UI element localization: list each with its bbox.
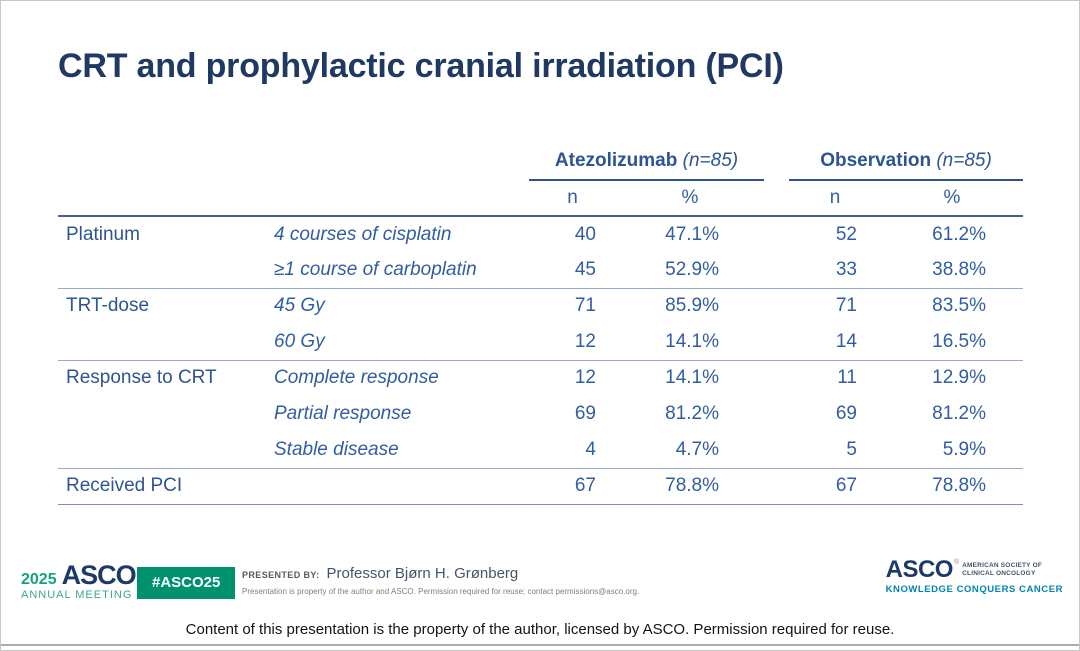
presenter-name: Professor Bjørn H. Grønberg [326,565,519,582]
observation-n-cell: 71 [789,288,881,324]
atezolizumab-n-cell: 67 [529,468,616,504]
table-row [58,432,1023,468]
category-cell [58,324,274,360]
spacer-cell [274,142,529,180]
table-row [58,252,1023,288]
table-row [58,396,1023,432]
annual-meeting-label: ANNUAL MEETING [21,589,133,601]
observation-pct-cell: 78.8% [881,468,1023,504]
gap-cell [764,216,789,252]
hashtag-badge: #ASCO25 [137,567,235,599]
table-row [58,468,1023,504]
gap-cell [764,432,789,468]
subheader-n: n [529,180,616,216]
gap-cell [764,252,789,288]
item-cell: 45 Gy [274,288,529,324]
atezolizumab-pct-cell: 4.7% [675,438,719,460]
item-cell [274,468,529,504]
slide-title: CRT and prophylactic cranial irradiation (PCI) [58,47,784,85]
observation-pct-cell: 16.5% [932,330,987,352]
atezolizumab-pct-cell: 85.9% [616,288,764,324]
atezolizumab-pct-cell: 78.8% [616,468,764,504]
gap-cell [764,468,789,504]
crt-pci-table [58,142,1023,505]
table-row [58,360,1023,396]
item-cell: 60 Gy [274,330,325,352]
frame-bottom-divider [1,644,1079,646]
subheader-row [58,180,1023,216]
category-cell [58,396,274,432]
asco-wordmark: ASCO [885,556,953,583]
gap-cell [764,360,789,396]
table-row [58,216,1023,252]
atezolizumab-group-header [529,142,764,180]
atezolizumab-pct-cell: 14.1% [665,330,719,352]
observation-pct-cell: 5.9% [942,438,987,460]
atezolizumab-n-cell: 45 [574,258,596,280]
gap-cell [764,180,789,216]
asco-wordmark: ASCO [61,560,136,590]
table-row [58,324,1023,360]
spacer-cell [58,142,274,180]
atezolizumab-n-cell: 69 [574,403,596,424]
item-cell: Partial response [274,403,412,424]
asco-annual-meeting-logo [21,562,142,601]
item-cell: Complete response [274,360,529,396]
item-cell: ≥1 course of carboplatin [274,258,477,280]
registered-mark-icon: ® [953,559,960,566]
category-cell: Response to CRT [58,360,274,396]
table-row [58,288,1023,324]
subheader-pct: % [881,180,1023,216]
observation-n-cell: 69 [835,403,857,424]
item-cell: 4 courses of cisplatin [274,216,529,252]
category-cell: Platinum [58,216,274,252]
atezolizumab-n-cell: 12 [529,360,616,396]
spacer-cell [58,180,274,216]
observation-n-cell: 5 [846,438,857,460]
society-line2: CLINICAL ONCOLOGY [962,570,1036,578]
observation-n-cell: 14 [835,330,857,352]
group-header-row [58,142,1023,180]
atezolizumab-pct-cell: 47.1% [616,216,764,252]
gap-cell [764,324,789,360]
observation-n-cell: 11 [789,360,881,396]
group-n: (n=85) [936,149,992,171]
meeting-year: 2025 [21,571,57,588]
presented-by-label: PRESENTED BY: [242,570,320,580]
atezolizumab-n-cell: 40 [529,216,616,252]
observation-n-cell: 67 [789,468,881,504]
observation-n-cell: 33 [835,258,857,280]
atezolizumab-pct-cell: 52.9% [665,258,719,280]
atezolizumab-pct-cell: 14.1% [616,360,764,396]
observation-pct-cell: 12.9% [881,360,1023,396]
subheader-n: n [789,180,881,216]
asco-tagline: KNOWLEDGE CONQUERS CANCER [885,583,1063,595]
atezolizumab-pct-cell: 81.2% [665,403,719,424]
atezolizumab-n-cell: 12 [574,330,596,352]
category-cell: TRT-dose [58,288,274,324]
presented-by-block [242,565,639,596]
spacer-cell [274,180,529,216]
observation-pct-cell: 38.8% [932,258,987,280]
observation-n-cell: 52 [789,216,881,252]
presentation-note: Presentation is property of the author and ASCO. Permission required for reuse; contact permissions@asco.org. [242,587,640,596]
atezolizumab-n-cell: 4 [585,438,596,460]
gap-cell [764,142,789,180]
category-cell [58,432,274,468]
society-line1: AMERICAN SOCIETY OF [962,562,1043,569]
asco-society-logo [885,556,1063,595]
category-cell: Received PCI [58,468,274,504]
subheader-pct: % [616,180,764,216]
group-name: Observation [820,149,932,171]
item-cell: Stable disease [274,438,399,460]
atezolizumab-n-cell: 71 [529,288,616,324]
observation-pct-cell: 61.2% [881,216,1023,252]
group-n: (n=85) [682,149,739,171]
society-name [962,562,1042,578]
group-name: Atezolizumab [554,149,678,171]
observation-pct-cell: 81.2% [932,403,987,424]
content-disclaimer: Content of this presentation is the property of the author, licensed by ASCO. Permission required for reuse. [185,621,895,638]
observation-group-header [789,142,1023,180]
gap-cell [764,396,789,432]
gap-cell [764,288,789,324]
category-cell [58,252,274,288]
observation-pct-cell: 83.5% [881,288,1023,324]
